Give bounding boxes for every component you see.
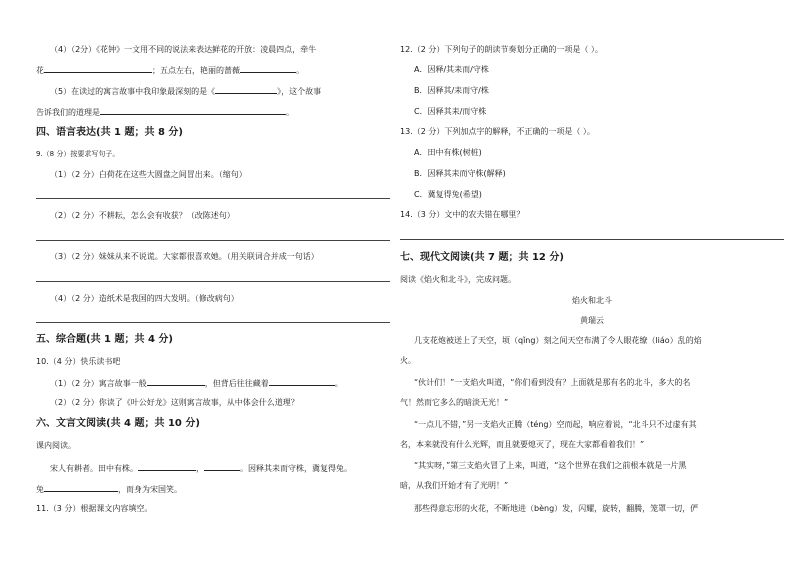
story-title: 焰火和北斗 <box>572 296 612 305</box>
q12-option-c[interactable]: C．因释其耒/而守株 <box>414 107 487 116</box>
answer-blank[interactable] <box>269 376 335 386</box>
q4-line2: 花 ；五点左右，艳丽的蔷薇 。 <box>36 63 304 76</box>
answer-blank[interactable] <box>44 482 118 492</box>
answer-blank[interactable] <box>240 63 296 73</box>
story-p5: 那些得意忘形的火花，不断地进（bèng）发，闪耀，旋转，翻腾，笼罩一切，俨 <box>414 504 699 513</box>
q9-sub2: （2）（2 分）不耕耘，怎么会有收获？（改陈述句） <box>50 211 235 220</box>
question-11: 11.（3 分）根据课文内容填空。 <box>36 504 153 513</box>
answer-line[interactable] <box>36 322 390 323</box>
answer-line[interactable] <box>36 240 390 241</box>
answer-blank[interactable] <box>204 461 240 471</box>
q4-line1: （4）（2分）《花钟》一文用不同的说法来表达鲜花的开放：凌晨四点，牵牛 <box>50 45 317 54</box>
section-7-intro: 阅读《焰火和北斗》，完成问题。 <box>400 275 516 284</box>
q9-sub4: （4）（2 分）造纸术是我国的四大发明。（修改病句） <box>50 294 239 303</box>
section-4-title: 四、语言表达(共 1 题；共 8 分) <box>36 127 183 138</box>
passage-line1: 宋人有耕者。田中有株。 ， 。因释其耒而守株，冀复得兔。 <box>50 461 352 474</box>
q10-sub1: （1）（2 分）寓言故事一般 ，但背后往往藏着 。 <box>50 376 343 389</box>
question-9: 9.（8 分）按要求写句子。 <box>36 150 120 158</box>
answer-line[interactable] <box>400 239 784 240</box>
question-13: 13.（2 分）下列加点字的解释，不正确的一项是（ ）。 <box>400 127 595 136</box>
q13-option-b[interactable]: B．因释其耒而守株(解释) <box>414 169 506 178</box>
q9-sub3: （3）（2 分）妹妹从来不说谎。大家都很喜欢她。（用关联词合并成一句话） <box>50 252 319 261</box>
answer-blank[interactable] <box>100 105 286 115</box>
story-p2a: “伙计们！”一支焰火叫道，“你们看到没有？上面就是那有名的北斗，多大的名 <box>414 378 691 387</box>
answer-line[interactable] <box>36 198 390 199</box>
answer-line[interactable] <box>36 281 390 282</box>
q12-option-b[interactable]: B．因释其/耒而守/株 <box>414 86 489 95</box>
q13-option-a[interactable]: A．田中有株(树桩) <box>414 148 482 157</box>
passage-line2: 兔 ，而身为宋国笑。 <box>36 482 182 495</box>
section-6-title: 六、文言文阅读(共 4 题；共 10 分) <box>36 418 200 429</box>
question-14: 14.（3 分）文中的农夫错在哪里？ <box>400 210 525 219</box>
story-p3a: “一点儿不错，”另一支焰火正腾（téng）空而起，响应着说，“北斗只不过虚有其 <box>414 420 697 429</box>
q13-option-c[interactable]: C．冀复得兔(希望) <box>414 190 482 199</box>
q5-line1: （5）在读过的寓言故事中我印象最深刻的是《 》，这个故事 <box>50 84 321 97</box>
section-6-intro: 课内阅读。 <box>36 441 76 450</box>
section-7-title: 七、现代文阅读(共 7 题；共 12 分) <box>400 252 564 263</box>
section-5-title: 五、综合题(共 1 题；共 4 分) <box>36 334 173 345</box>
q12-option-a[interactable]: A．因释/其耒而/守株 <box>414 65 489 74</box>
story-p4b: 暗，从我们开始才有了光明！” <box>400 481 509 490</box>
answer-blank[interactable] <box>44 63 152 73</box>
q10-sub2: （2）（2 分）你读了《叶公好龙》这则寓言故事，从中体会什么道理？ <box>50 398 299 407</box>
answer-blank[interactable] <box>147 376 205 386</box>
story-p2b: 气！然而它多么的暗淡无光！” <box>400 398 509 407</box>
story-p1b: 火。 <box>400 356 416 365</box>
story-author: 黄瑞云 <box>580 316 604 325</box>
answer-blank[interactable] <box>215 84 277 94</box>
story-p1a: 几支花炮被送上了天空，顷（qǐng）刻之间天空布满了令人眼花缭（liáo）乱的焰 <box>414 336 702 345</box>
question-10: 10.（4 分）快乐读书吧 <box>36 357 121 366</box>
q5-line2: 告诉我们的道理是 。 <box>36 105 294 118</box>
story-p4a: “其实呀，”第三支焰火冒了上来，叫道，“这个世界在我们之前根本就是一片黑 <box>414 461 687 470</box>
story-p3b: 名，本来就没有什么光辉，而且就要熄灭了，现在大家都看着我们！” <box>400 440 645 449</box>
answer-blank[interactable] <box>138 461 196 471</box>
q9-sub1: （1）（2 分）白荷花在这些大圆盘之间冒出来。（缩句） <box>50 170 247 179</box>
question-12: 12.（2 分）下列句子的朗读节奏划分正确的一项是（ ）。 <box>400 45 603 54</box>
